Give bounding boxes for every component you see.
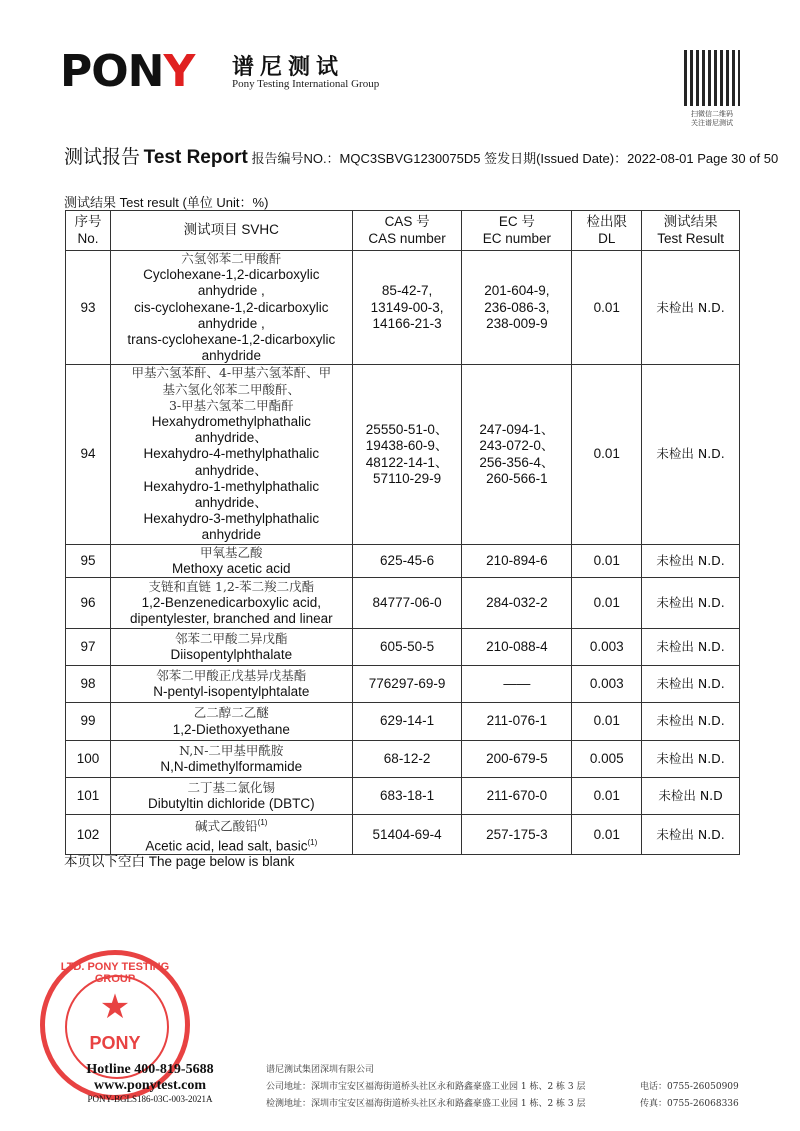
test-result: 未检出 N.D. xyxy=(642,251,740,365)
row-number: 99 xyxy=(66,703,111,741)
section-title: 测试结果 Test result (单位 Unit：%) xyxy=(64,195,269,210)
svhc-name-cn: 甲基六氢苯酐、4-甲基六氢苯酐、甲 基六氢化邻苯二甲酸酐、 3-甲基六氢苯二甲酯酐 xyxy=(131,365,332,413)
cas-number: 629-14-1 xyxy=(352,703,462,741)
test-result: 未检出 N.D. xyxy=(642,629,740,666)
svhc-name-cn: 邻苯二甲酸二异戊酯 xyxy=(175,630,288,646)
footer-addresses xyxy=(266,1062,585,1113)
website: www.ponytest.com xyxy=(94,1078,206,1093)
hotline: Hotline 400-819-5688 xyxy=(86,1062,214,1077)
row-number: 93 xyxy=(66,251,111,365)
cas-number: 51404-69-4 xyxy=(352,815,462,855)
results-table xyxy=(65,210,740,855)
title-cn: 测试报告 xyxy=(64,147,141,168)
cas-number: 776297-69-9 xyxy=(352,666,462,703)
test-result: 未检出 N.D. xyxy=(642,666,740,703)
doc-code: PONY-BGLS186-03C-003-2021A xyxy=(87,1094,213,1104)
stamp-center-text: PONY xyxy=(89,1033,141,1053)
svhc-name-en: Methoxy acetic acid xyxy=(172,560,291,576)
qr-code-icon xyxy=(684,50,740,106)
svhc-name xyxy=(110,629,352,666)
svhc-name xyxy=(110,666,352,703)
cas-number: 68-12-2 xyxy=(352,741,462,778)
qr-caption xyxy=(672,110,752,128)
logo-mark: PONY xyxy=(60,46,195,97)
svhc-name xyxy=(110,251,352,365)
svhc-name-en: Diisopentylphthalate xyxy=(170,647,293,663)
lab-address: 检测地址：深圳市宝安区福海街道桥头社区永和路鑫豪盛工业园 1 栋、2 栋 3 层 xyxy=(266,1099,586,1109)
test-result: 未检出 N.D. xyxy=(642,365,740,544)
svhc-name-en: N-pentyl-isopentylphtalate xyxy=(153,684,310,700)
logo-cn: 谱尼测试 xyxy=(232,54,345,80)
detection-limit: 0.01 xyxy=(572,365,642,544)
title-en: Test Report xyxy=(143,147,248,168)
row-number: 102 xyxy=(66,815,111,855)
ec-number: 210-088-4 xyxy=(462,629,572,666)
table-row xyxy=(66,666,740,703)
svhc-name xyxy=(110,544,352,577)
ec-number: 211-670-0 xyxy=(462,778,572,815)
ec-number: 257-175-3 xyxy=(462,815,572,855)
detection-limit: 0.01 xyxy=(572,251,642,365)
row-number: 96 xyxy=(66,578,111,629)
fax: 传真：0755-26068336 xyxy=(640,1099,739,1109)
table-row xyxy=(66,629,740,666)
report-meta: 报告编号NO.：MQC3SBVG1230075D5 签发日期(Issued Date)：2022-08-01 Page 30 of 50 xyxy=(251,151,779,166)
svhc-name-en: Hexahydromethylphathalic anhydride、 Hexahydro-4-methylphathalic anhydride、 Hexahydro-1-methylphathalic anhydride、 Hexahydro-3-methylphathalic anhydride xyxy=(143,414,320,543)
svhc-name xyxy=(110,365,352,544)
svhc-name-cn: 邻苯二甲酸正戊基异戊基酯 xyxy=(156,667,307,683)
column-header: EC 号 EC number xyxy=(462,211,572,251)
detection-limit: 0.01 xyxy=(572,703,642,741)
svhc-name-en: Acetic acid, lead salt, basic xyxy=(145,838,308,854)
cas-number: 85-42-7, 13149-00-3, 14166-21-3 xyxy=(352,251,462,365)
table-row xyxy=(66,544,740,577)
company-address: 公司地址：深圳市宝安区福海街道桥头社区永和路鑫豪盛工业园 1 栋、2 栋 3 层 xyxy=(266,1082,586,1092)
ec-number: 284-032-2 xyxy=(462,578,572,629)
test-result: 未检出 N.D. xyxy=(642,815,740,855)
detection-limit: 0.01 xyxy=(572,544,642,577)
column-header: CAS 号 CAS number xyxy=(352,211,462,251)
cas-number: 25550-51-0、 19438-60-9、 48122-14-1、 57110-29-9 xyxy=(352,365,462,544)
ec-number: 210-894-6 xyxy=(462,544,572,577)
svhc-name-cn: 支链和直链 1,2-苯二羧二戊酯 xyxy=(148,578,315,594)
table-row xyxy=(66,703,740,741)
detection-limit: 0.003 xyxy=(572,666,642,703)
test-result: 未检出 N.D. xyxy=(642,578,740,629)
svhc-name-cn: N,N-二甲基甲酰胺 xyxy=(179,742,284,758)
column-header: 测试结果 Test Result xyxy=(642,211,740,251)
cas-number: 683-18-1 xyxy=(352,778,462,815)
star-icon: ★ xyxy=(99,988,131,1026)
detection-limit: 0.005 xyxy=(572,741,642,778)
table-row xyxy=(66,578,740,629)
column-header: 测试项目 SVHC xyxy=(110,211,352,251)
ec-number: 211-076-1 xyxy=(462,703,572,741)
blank-note: 本页以下空白 The page below is blank xyxy=(64,854,295,869)
footer-phone-fax xyxy=(640,1079,739,1113)
svhc-name xyxy=(110,778,352,815)
svhc-name-cn: 二丁基二氯化锡 xyxy=(187,779,276,795)
company-name: 谱尼测试集团深圳有限公司 xyxy=(266,1065,375,1075)
svhc-name-en: Cyclohexane-1,2-dicarboxylic anhydride , cis-cyclohexane-1,2-dicarboxylic anhydride , trans-cyclohexane-1,2-dicarboxylic anhydride xyxy=(127,267,336,364)
detection-limit: 0.003 xyxy=(572,629,642,666)
footer-contact xyxy=(70,1062,230,1104)
logo-en: Pony Testing International Group xyxy=(232,78,380,90)
svhc-name-en: 1,2-Benzenedicarboxylic acid, dipentylester, branched and linear xyxy=(129,594,333,627)
stamp-ring-text: LTD. PONY TESTING GROUP xyxy=(60,961,170,985)
footnote-ref: (1) xyxy=(257,818,268,828)
qr-caption-line: 关注谱尼测试 xyxy=(691,120,733,127)
test-result: 未检出 N.D. xyxy=(642,703,740,741)
cas-number: 605-50-5 xyxy=(352,629,462,666)
detection-limit: 0.01 xyxy=(572,578,642,629)
row-number: 97 xyxy=(66,629,111,666)
svhc-name-cn: 碱式乙酸铅 xyxy=(195,818,258,834)
svhc-name-en: 1,2-Diethoxyethane xyxy=(172,721,290,737)
phone: 电话：0755-26050909 xyxy=(640,1082,739,1092)
ec-number: 201-604-9, 236-086-3, 238-009-9 xyxy=(462,251,572,365)
column-header: 检出限 DL xyxy=(572,211,642,251)
table-row xyxy=(66,741,740,778)
test-result: 未检出 N.D. xyxy=(642,544,740,577)
row-number: 98 xyxy=(66,666,111,703)
test-result: 未检出 N.D xyxy=(642,778,740,815)
test-result: 未检出 N.D. xyxy=(642,741,740,778)
column-header: 序号 No. xyxy=(66,211,111,251)
svhc-name-en: N,N-dimethylformamide xyxy=(160,759,303,775)
cas-number: 84777-06-0 xyxy=(352,578,462,629)
row-number: 94 xyxy=(66,365,111,544)
report-title xyxy=(64,142,778,169)
detection-limit: 0.01 xyxy=(572,815,642,855)
svhc-name xyxy=(110,741,352,778)
qr-caption-line: 扫微信二维码 xyxy=(691,111,733,118)
ec-number: 200-679-5 xyxy=(462,741,572,778)
table-row xyxy=(66,251,740,365)
svhc-name xyxy=(110,578,352,629)
ec-number: —— xyxy=(462,666,572,703)
row-number: 101 xyxy=(66,778,111,815)
svhc-name xyxy=(110,703,352,741)
svhc-name-cn: 乙二醇二乙醚 xyxy=(193,705,269,721)
svhc-name-cn: 六氢邻苯二甲酸酐 xyxy=(181,251,282,266)
row-number: 95 xyxy=(66,544,111,577)
detection-limit: 0.01 xyxy=(572,778,642,815)
footnote-ref: (1) xyxy=(307,837,318,847)
table-row xyxy=(66,778,740,815)
ec-number: 247-094-1、 243-072-0、 256-356-4、 260-566-1 xyxy=(462,365,572,544)
cas-number: 625-45-6 xyxy=(352,544,462,577)
table-row xyxy=(66,815,740,855)
row-number: 100 xyxy=(66,741,111,778)
table-header-row xyxy=(66,211,740,251)
pony-logo xyxy=(60,46,380,97)
table-row xyxy=(66,365,740,544)
svhc-name xyxy=(110,815,352,855)
svhc-name-cn: 甲氧基乙酸 xyxy=(200,544,263,560)
svhc-name-en: Dibutyltin dichloride (DBTC) xyxy=(148,796,315,812)
